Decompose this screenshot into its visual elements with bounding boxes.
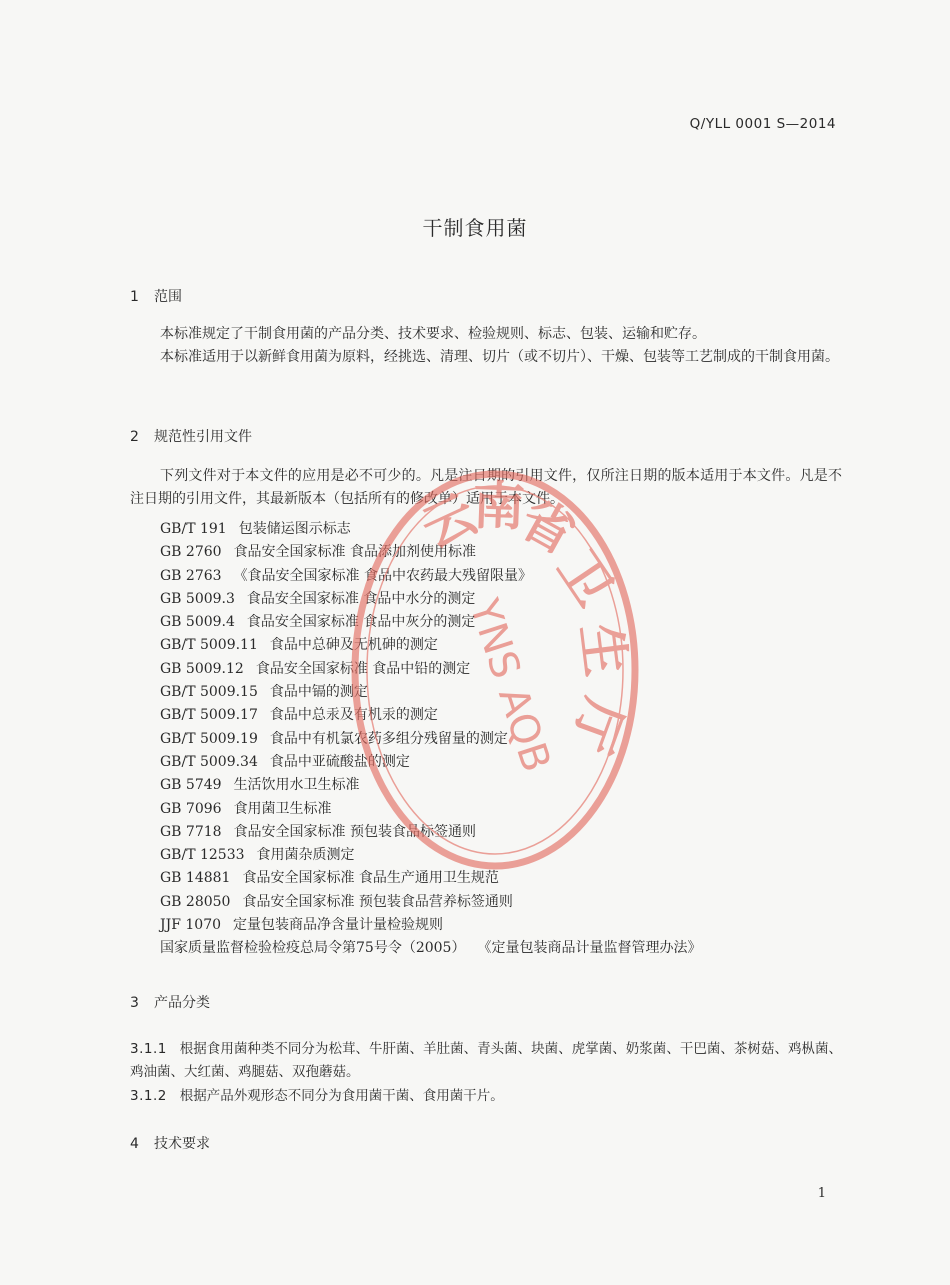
reference-item	[160, 518, 701, 541]
reference-item	[160, 634, 701, 657]
scope-paragraph-1: 本标准规定了干制食用菌的产品分类、技术要求、检验规则、标志、包装、运输和贮存。	[160, 326, 706, 342]
reference-item	[160, 681, 701, 704]
reference-item	[160, 867, 701, 890]
reference-name: 食品安全国家标准 食品添加剂使用标准	[233, 544, 477, 561]
seal-latin-text: YNS AQB	[460, 593, 560, 778]
clause-number: 3.1.1	[130, 1041, 167, 1057]
reference-name: 食品中镉的测定	[269, 684, 368, 701]
section-title: 技术要求	[154, 1136, 210, 1152]
reference-item	[160, 914, 701, 937]
seal-character: 厅	[559, 691, 634, 761]
reference-code: GB 2760	[160, 544, 222, 561]
reference-name: 食品安全国家标准 食品中灰分的测定	[246, 614, 476, 631]
document-title: 干制食用菌	[422, 216, 528, 240]
reference-item	[160, 565, 701, 588]
reference-code: GB/T 5009.17	[160, 707, 258, 724]
section-number: 2	[130, 429, 139, 445]
reference-item	[160, 891, 701, 914]
reference-name: 食用菌卫生标准	[233, 800, 332, 817]
reference-code: GB/T 5009.15	[160, 684, 258, 701]
reference-item	[160, 728, 701, 751]
seal-character: 卫	[545, 540, 624, 618]
clause-3-1-2	[130, 1085, 842, 1108]
scope-paragraph-2: 本标准适用于以新鲜食用菌为原料，经挑选、清理、切片（或不切片）、干燥、包装等工艺制成的干制食用菌。	[160, 349, 839, 365]
seal-character: 生	[569, 620, 636, 680]
section-title: 范围	[154, 289, 182, 305]
reference-name: 《定量包装商品计量监督管理办法》	[477, 940, 702, 957]
reference-name: 食品安全国家标准 预包装食品营养标签通则	[242, 893, 513, 910]
reference-item	[160, 541, 701, 564]
reference-code: GB 5009.12	[160, 660, 244, 677]
reference-code: GB 2763	[160, 567, 222, 584]
reference-code: GB/T 5009.34	[160, 753, 258, 770]
reference-item	[160, 658, 701, 681]
reference-code: GB/T 5009.11	[160, 637, 258, 654]
reference-name: 食品中总砷及无机砷的测定	[269, 637, 438, 654]
reference-name: 食品安全国家标准 食品中铅的测定	[255, 660, 471, 677]
reference-name: 食品安全国家标准 食品中水分的测定	[246, 590, 476, 607]
standard-code: Q/YLL 0001 S—2014	[689, 116, 836, 132]
reference-name: 食品安全国家标准 预包装食品标签通则	[233, 823, 477, 840]
seal-character: 省	[510, 488, 585, 567]
clause-text: 根据产品外观形态不同分为食用菌干菌、食用菌干片。	[179, 1088, 504, 1104]
reference-code: GB/T 5009.19	[160, 730, 258, 747]
reference-item	[160, 751, 701, 774]
clause-number: 3.1.2	[130, 1088, 167, 1104]
reference-name: 食品中有机氯农药多组分残留量的测定	[269, 730, 508, 747]
reference-item	[160, 798, 701, 821]
reference-code: GB 14881	[160, 870, 231, 887]
reference-list	[160, 518, 701, 961]
reference-code: GB 5009.4	[160, 614, 235, 631]
reference-code: GB 5749	[160, 777, 222, 794]
section-heading-scope	[130, 286, 182, 306]
reference-name: 食品安全国家标准 食品生产通用卫生规范	[242, 870, 499, 887]
reference-code: JJF 1070	[160, 917, 222, 934]
reference-name: 包装储运图示标志	[238, 521, 351, 537]
section-title: 产品分类	[154, 995, 210, 1011]
reference-item	[160, 821, 701, 844]
section-number: 4	[130, 1136, 139, 1152]
reference-name: 生活饮用水卫生标准	[233, 777, 360, 794]
seal-character: 南	[471, 476, 526, 538]
clause-text: 根据食用菌种类不同分为松茸、牛肝菌、羊肚菌、青头菌、块菌、虎掌菌、奶浆菌、干巴菌、茶树菇、鸡枞菌、鸡油菌、大红菌、鸡腿菇、双孢蘑菇。	[130, 1041, 843, 1080]
reference-item	[160, 611, 701, 634]
reference-name: 食品中总汞及有机汞的测定	[269, 707, 438, 724]
page-number: 1	[817, 1186, 826, 1201]
reference-item	[160, 937, 701, 960]
reference-code: GB 28050	[160, 893, 231, 910]
clause-3-1-1	[130, 1038, 842, 1084]
references-intro: 下列文件对于本文件的应用是必不可少的。凡是注日期的引用文件，仅所注日期的版本适用于本文件。凡是不注日期的引用文件，其最新版本（包括所有的修改单）适用于本文件。	[130, 468, 842, 507]
reference-code: GB 7718	[160, 823, 222, 840]
reference-item	[160, 774, 701, 797]
reference-name: 食品中亚硫酸盐的测定	[269, 753, 410, 770]
reference-code: GB/T 191	[160, 521, 227, 537]
section-heading-product-classification	[130, 992, 210, 1012]
section-heading-normative-references	[130, 426, 252, 446]
reference-name: 定量包装商品净含量计量检验规则	[233, 917, 444, 934]
reference-code: GB/T 12533	[160, 847, 245, 864]
reference-code: GB 5009.3	[160, 590, 235, 607]
reference-item	[160, 844, 701, 867]
reference-name: 食用菌杂质测定	[256, 847, 355, 864]
section-number: 3	[130, 995, 139, 1011]
seal-character: 云	[413, 484, 486, 561]
section-title: 规范性引用文件	[154, 429, 252, 445]
section-heading-technical-requirements	[130, 1133, 210, 1153]
reference-code: GB 7096	[160, 800, 222, 817]
section-number: 1	[130, 289, 139, 305]
reference-item	[160, 588, 701, 611]
reference-item	[160, 704, 701, 727]
reference-code: 国家质量监督检验检疫总局令第75号令（2005）	[160, 940, 466, 957]
reference-name: 《食品安全国家标准 食品中农药最大残留限量》	[233, 567, 533, 584]
